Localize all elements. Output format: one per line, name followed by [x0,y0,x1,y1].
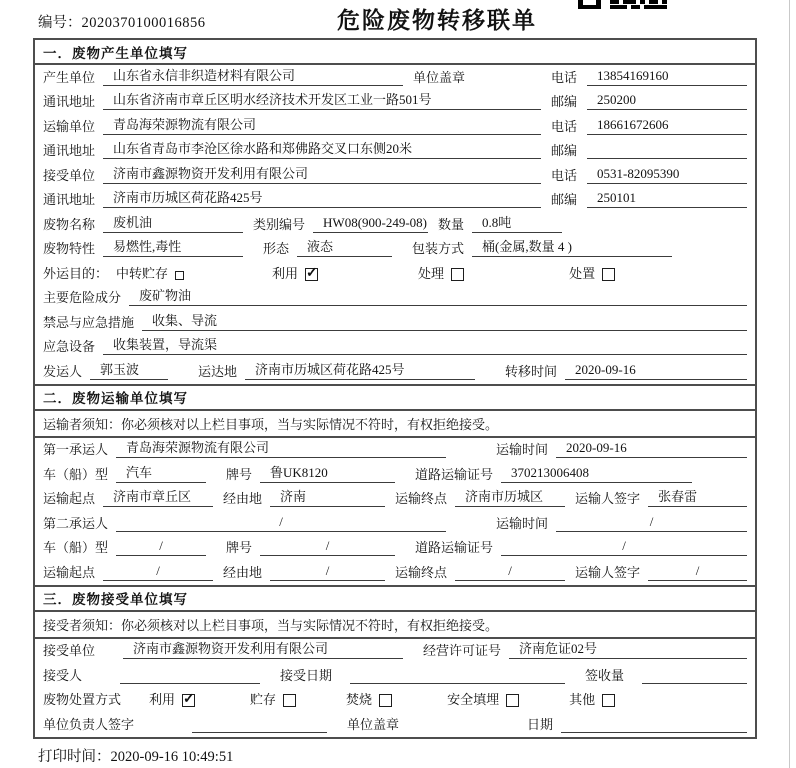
row-transport-unit [35,114,755,139]
phone-label: 电话 [551,167,578,183]
dest2-label: 运输终点 [395,564,448,580]
via1-value: 济南 [270,486,385,507]
purpose-transfer-label: 中转贮存 [116,265,169,281]
page-right-edge [789,0,790,768]
origin2-value: / [103,563,213,581]
row-receiver-unit [35,163,755,188]
row-recipient [35,663,755,688]
category-value: HW08(900-249-08) [313,215,428,233]
receiver-zip-value: 250101 [587,190,747,208]
row-disposal-method [35,688,755,713]
transporter-notice: 运输者须知：你必须核对以上栏目事项，当与实际情况不符时，有权拒绝接受。 [35,411,755,438]
road-permit2-value: / [501,538,747,556]
row-carrier2 [35,511,755,536]
equipment-value: 收集装置，导流渠 [103,334,747,355]
purpose-use-option [272,263,318,282]
row-shipper [35,359,755,384]
producer-zip-value: 250200 [587,92,747,110]
purpose-treat-checkbox [451,268,464,281]
sign2-label: 运输人签字 [575,564,641,580]
road-permit2-label: 道路运输证号 [415,540,494,556]
disposal-use-checkbox [182,694,195,707]
manager-sign-value [192,718,327,733]
vehicle1-label: 车（船）型 [43,466,109,482]
plate1-label: 牌号 [226,466,253,482]
date-label: 日期 [527,716,554,732]
disposal-landfill-checkbox [506,694,519,707]
via2-label: 经由地 [223,564,263,580]
disposal-use-label: 利用 [149,692,176,708]
row-equipment [35,335,755,360]
doc-number-label: 编号： [38,15,82,31]
sign1-label: 运输人签字 [575,491,641,507]
transport-phone-value: 18661672606 [587,117,747,135]
plate2-label: 牌号 [226,540,253,556]
dest1-label: 运输终点 [395,491,448,507]
row-vehicle1 [35,462,755,487]
receiver-phone-value: 0531-82095390 [587,166,747,184]
disposal-store-option [250,689,296,708]
transport-address-value: 山东省青岛市李沧区徐水路和郑佛路交叉口东侧20米 [103,138,541,159]
category-label: 类别编号 [253,216,306,232]
doc-number-value: 2020370100016856 [81,15,206,31]
transport-zip-value [587,144,747,159]
accept-date-value [350,669,565,684]
receiver-unit-value: 济南市鑫源物资开发利用有限公司 [103,163,541,184]
license-label: 经营许可证号 [423,643,502,659]
carrier2-label: 第二承运人 [43,515,109,531]
zip-label: 邮编 [551,94,578,110]
destination-value: 济南市历城区荷花路425号 [245,359,475,380]
road-permit1-value: 370213006408 [501,465,692,483]
accept-date-label: 接受日期 [280,667,333,683]
address-label: 通讯地址 [43,143,96,159]
doc-number [38,11,206,32]
sign2-value: / [648,563,747,581]
disposal-method-label: 废物处置方式 [43,692,122,708]
row-accept-unit [35,639,755,664]
disposal-burn-checkbox [379,694,392,707]
waste-name-label: 废物名称 [43,216,96,232]
packing-value: 桶(金属,数量 4 ) [472,236,672,257]
dest2-value: / [455,563,565,581]
row-carrier1 [35,438,755,463]
row-taboo [35,310,755,335]
vehicle1-value: 汽车 [116,462,206,483]
received-qty-value [642,669,747,684]
producer-unit-value: 山东省永信非织造材料有限公司 [103,65,403,86]
transport-unit-value: 青岛海荣源物流有限公司 [103,114,541,135]
unit-seal-label: 单位盖章 [347,716,400,732]
row-manager-sign [35,712,755,737]
disposal-burn-option [346,689,392,708]
row-producer-unit [35,65,755,90]
row-vehicle2 [35,536,755,561]
purpose-transfer-checkbox [175,271,184,280]
origin1-value: 济南市章丘区 [103,486,213,507]
shipper-value: 郭玉波 [90,359,168,380]
transport-unit-label: 运输单位 [43,118,96,134]
shipper-label: 发运人 [43,363,83,379]
receiver-address-value: 济南市历城区荷花路425号 [103,187,541,208]
sign1-value: 张春雷 [648,486,747,507]
disposal-store-label: 贮存 [250,692,277,708]
via2-value: / [270,563,385,581]
row-transport-address [35,139,755,164]
plate2-value: / [260,538,395,556]
row-producer-address [35,90,755,115]
quantity-label: 数量 [438,216,465,232]
vehicle2-label: 车（船）型 [43,540,109,556]
row-waste-name [35,212,755,237]
transport-time2-value: / [556,514,747,532]
destination-label: 运达地 [198,363,238,379]
dest1-value: 济南市历城区 [455,486,565,507]
phone-label: 电话 [551,118,578,134]
waste-trait-value: 易燃性,毒性 [103,236,243,257]
row-receiver-address [35,188,755,213]
carrier1-label: 第一承运人 [43,442,109,458]
purpose-dispose-option [569,263,615,282]
zip-label: 邮编 [551,143,578,159]
quantity-value: 0.8吨 [472,212,562,233]
section3-header: 三．废物接受单位填写 [35,585,755,612]
received-qty-label: 签收量 [585,667,625,683]
row-route2 [35,560,755,585]
transport-time1-value: 2020-09-16 [556,440,747,458]
print-time-label: 打印时间： [38,749,111,765]
transport-time2-label: 运输时间 [496,515,549,531]
road-permit1-label: 道路运输证号 [415,466,494,482]
page-title: 危险废物转移联单 [337,8,537,33]
disposal-other-checkbox [602,694,615,707]
row-purpose [35,261,755,286]
manifest-form [33,38,757,739]
recipient-label: 接受人 [43,667,83,683]
transfer-time-label: 转移时间 [505,363,558,379]
zip-label: 邮编 [551,192,578,208]
address-label: 通讯地址 [43,94,96,110]
taboo-value: 收集、导流 [142,310,747,331]
disposal-use-option [149,689,195,708]
purpose-label: 外运目的： [43,265,109,281]
section1-header: 一．废物产生单位填写 [35,40,755,65]
hazard-value: 废矿物油 [129,285,747,306]
purpose-dispose-label: 处置 [569,265,596,281]
accept-unit-value: 济南市鑫源物资开发利用有限公司 [123,638,403,659]
waste-trait-label: 废物特性 [43,241,96,257]
origin2-label: 运输起点 [43,564,96,580]
disposal-burn-label: 焚烧 [346,692,373,708]
unit-seal-label: 单位盖章 [413,69,466,85]
disposal-other-label: 其他 [569,692,596,708]
receiver-unit-label: 接受单位 [43,167,96,183]
purpose-treat-option [418,263,464,282]
carrier2-value: / [116,514,446,532]
packing-label: 包装方式 [412,241,465,257]
form-label: 形态 [263,241,290,257]
license-value: 济南危证02号 [509,638,747,659]
disposal-store-checkbox [283,694,296,707]
waste-name-value: 废机油 [103,212,243,233]
disposal-landfill-option [447,689,519,708]
carrier1-value: 青岛海荣源物流有限公司 [116,437,446,458]
receiver-notice: 接受者须知：你必须核对以上栏目事项，当与实际情况不符时，有权拒绝接受。 [35,612,755,639]
purpose-use-checkbox [305,268,318,281]
via1-label: 经由地 [223,491,263,507]
disposal-landfill-label: 安全填埋 [447,692,500,708]
purpose-treat-label: 处理 [418,265,445,281]
origin1-label: 运输起点 [43,491,96,507]
row-waste-trait [35,237,755,262]
disposal-other-option [569,689,615,708]
row-route1 [35,487,755,512]
date-value [561,718,747,733]
phone-label: 电话 [551,69,578,85]
plate1-value: 鲁UK8120 [260,462,395,483]
transfer-time-value: 2020-09-16 [565,362,747,380]
producer-address-value: 山东省济南市章丘区明水经济技术开发区工业一路501号 [103,89,541,110]
equipment-label: 应急设备 [43,339,96,355]
section2-header: 二．废物运输单位填写 [35,384,755,411]
address-label: 通讯地址 [43,192,96,208]
producer-phone-value: 13854169160 [587,68,747,86]
print-time [38,745,233,766]
purpose-transfer-option [116,263,184,282]
producer-unit-label: 产生单位 [43,69,96,85]
transport-time1-label: 运输时间 [496,442,549,458]
vehicle2-value: / [116,538,206,556]
row-hazard [35,286,755,311]
hazard-label: 主要危险成分 [43,290,122,306]
qr-code-fragment [578,0,670,10]
taboo-label: 禁忌与应急措施 [43,314,135,330]
form-value: 液态 [297,236,392,257]
accept-unit-label: 接受单位 [43,643,96,659]
print-time-value: 2020-09-16 10:49:51 [110,749,234,765]
recipient-value [120,669,260,684]
purpose-dispose-checkbox [602,268,615,281]
purpose-use-label: 利用 [272,265,299,281]
manager-sign-label: 单位负责人签字 [43,716,135,732]
